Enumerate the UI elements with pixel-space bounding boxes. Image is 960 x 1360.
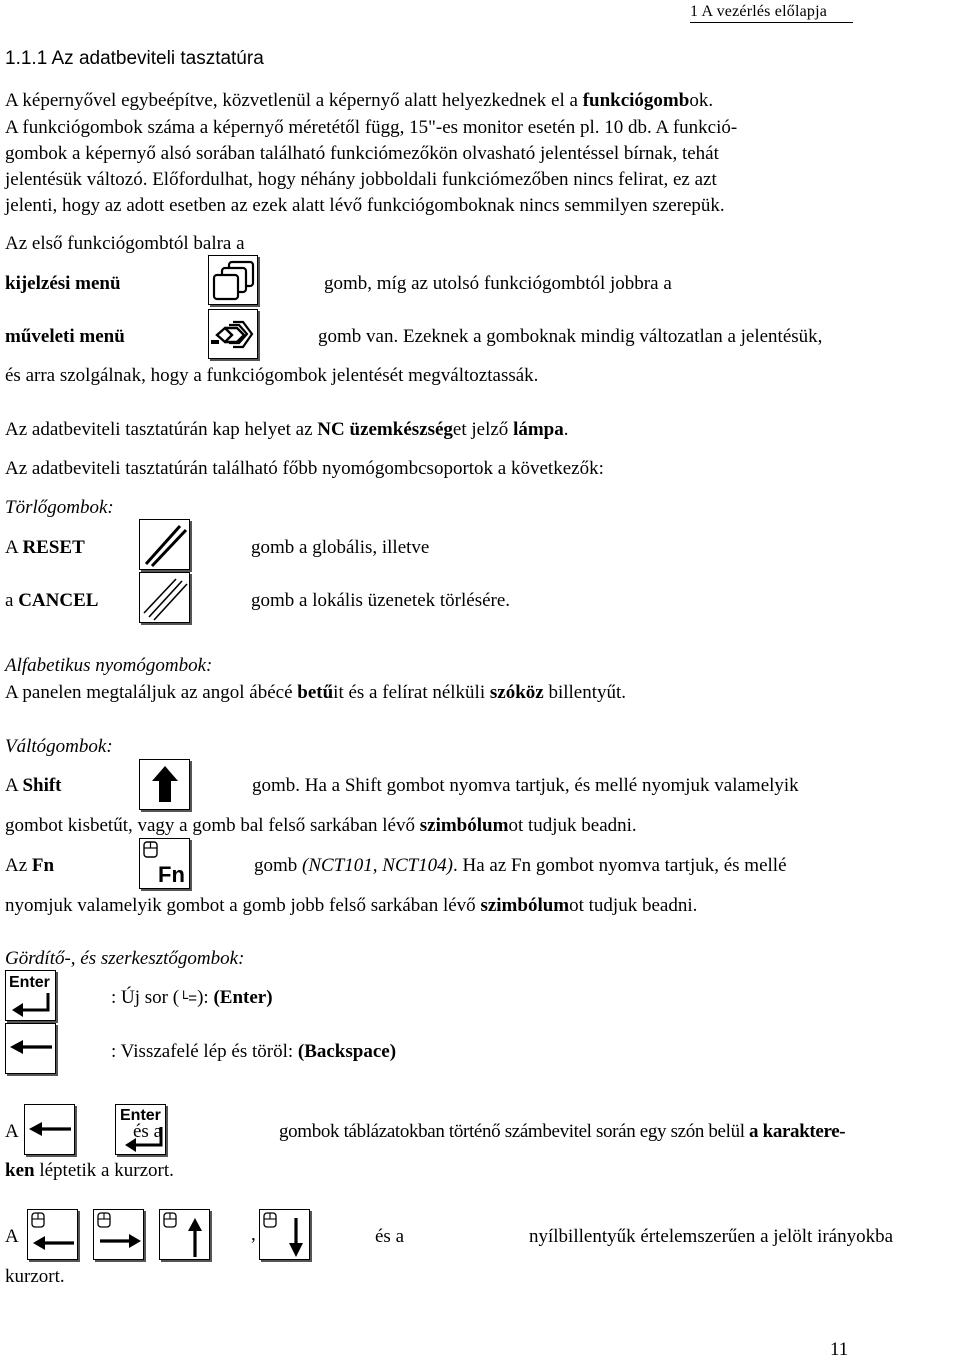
enter-key-label: Enter bbox=[9, 974, 50, 991]
backspace-text bbox=[111, 1042, 396, 1061]
display-menu-key-icon bbox=[208, 255, 258, 305]
pair-text-b: a karaktere- bbox=[749, 1121, 846, 1142]
ready-term: üzemkészség bbox=[349, 419, 453, 440]
pair-es: és a bbox=[133, 1121, 163, 1142]
shift-key-icon bbox=[139, 759, 190, 810]
para2-closing: és arra szolgálnak, hogy a funkciógombok jelentését megváltoztassák. bbox=[5, 365, 539, 386]
alpha-text3: billentyűt. bbox=[543, 682, 627, 703]
pair-line2-b: léptetik a kurzort. bbox=[34, 1160, 174, 1181]
arrow-down-key-icon bbox=[259, 1209, 310, 1260]
shift-text3: ot tudjuk beadni. bbox=[508, 815, 637, 836]
fn-models: (NCT101, NCT104) bbox=[302, 855, 454, 876]
arrows-text: nyílbillentyűk értelemszerűen a jelölt irányokba bbox=[529, 1227, 894, 1246]
fn-symbol-term: szimbólum bbox=[480, 895, 570, 916]
pair-enter-key-label: Enter bbox=[120, 1107, 161, 1124]
alpha-text2: it és a felírat nélküli bbox=[333, 682, 490, 703]
cancel-prefix: a bbox=[5, 590, 19, 611]
fn-text-c: . Ha az Fn gombot nyomva tartjuk, és mellé bbox=[453, 855, 787, 876]
fn-label bbox=[5, 856, 54, 875]
lamp-term: lámpa bbox=[513, 419, 564, 440]
ops-menu-text: gomb van. Ezeknek a gomboknak mindig változatlan a jelentésük, bbox=[318, 326, 823, 347]
fn-text-line2 bbox=[5, 896, 697, 915]
delete-keys-heading: Törlőgombok: bbox=[5, 497, 114, 518]
arrows-es: és a bbox=[375, 1226, 405, 1247]
shift-keys-heading: Váltógombok: bbox=[5, 736, 113, 757]
arrow-right-key-icon bbox=[93, 1209, 144, 1260]
enter-term: (Enter) bbox=[213, 987, 273, 1008]
arrow-left-key-icon bbox=[27, 1209, 78, 1260]
arrow-up-key-icon bbox=[159, 1209, 210, 1260]
letter-term: betű bbox=[297, 682, 334, 703]
para3 bbox=[5, 420, 569, 439]
cancel-key-icon bbox=[139, 572, 190, 623]
pair-text bbox=[279, 1122, 845, 1141]
enter-text-a: : Új sor ( bbox=[111, 987, 180, 1008]
reset-key-icon bbox=[139, 519, 190, 570]
fn-text bbox=[254, 856, 787, 875]
shift-text: gomb. Ha a Shift gombot nyomva tartjuk, és mellé nyomjuk valamelyik bbox=[252, 775, 799, 796]
reset-term: RESET bbox=[22, 537, 85, 558]
space-term: szóköz bbox=[489, 682, 544, 703]
section-title: 1.1.1 Az adatbeviteli tasztatúra bbox=[5, 48, 264, 69]
para1-suffix: ok. bbox=[689, 90, 714, 111]
para1-line3: gombok a képernyő alsó sorában található funkciómezőkön olvasható jelentéssel bírnak, tehát bbox=[5, 143, 719, 164]
enter-text-b: ): bbox=[197, 987, 214, 1008]
symbol-term: szimbólum bbox=[419, 815, 509, 836]
para4: Az adatbeviteli tasztatúrán található főbb nyomógombcsoportok a következők: bbox=[5, 458, 604, 479]
alpha-keys-text bbox=[5, 683, 626, 702]
pair-prefix: A bbox=[5, 1121, 19, 1142]
arrows-comma: , bbox=[251, 1224, 256, 1245]
shift-prefix: A bbox=[5, 775, 23, 796]
enter-text bbox=[111, 988, 273, 1007]
para3-text: Az adatbeviteli tasztatúrán kap helyet az bbox=[5, 419, 318, 440]
enter-key-icon bbox=[5, 970, 56, 1021]
running-header: 1 A vezérlés előlapja bbox=[690, 4, 853, 23]
para1-line2: A funkciógombok száma a képernyő méretétől függ, 15"-es monitor esetén pl. 10 db. A funkció- bbox=[5, 117, 738, 138]
cancel-term: CANCEL bbox=[18, 590, 99, 611]
nc-term: NC bbox=[317, 419, 345, 440]
function-key-term: funkciógomb bbox=[582, 90, 690, 111]
pair-line2-a: ken bbox=[5, 1160, 35, 1181]
para1-text: A képernyővel egybeépítve, közvetlenül a képernyő alatt helyezkednek el a bbox=[5, 90, 583, 111]
pair-text-line2 bbox=[5, 1161, 174, 1180]
cancel-label bbox=[5, 591, 98, 610]
page-number: 11 bbox=[830, 1339, 849, 1360]
para1-line5: jelenti, hogy az adott esetben az ezek alatt lévő funkciógomboknak nincs semmilyen szerepük. bbox=[5, 195, 725, 216]
fn-key-label: Fn bbox=[158, 862, 185, 887]
reset-label bbox=[5, 538, 85, 557]
reset-text: gomb a globális, illetve bbox=[251, 537, 430, 558]
fn-text2: nyomjuk valamelyik gombot a gomb jobb felső sarkában lévő bbox=[5, 895, 481, 916]
shift-term: Shift bbox=[22, 775, 62, 796]
cancel-text: gomb a lokális üzenetek törlésére. bbox=[251, 590, 511, 611]
para3-text2: et jelző bbox=[452, 419, 514, 440]
backspace-text-a: : Visszafelé lép és töröl: bbox=[111, 1041, 298, 1062]
display-menu-label: kijelzési menü bbox=[5, 273, 121, 294]
shift-text-line2 bbox=[5, 816, 637, 835]
ops-menu-key-icon bbox=[208, 309, 258, 359]
reset-prefix: A bbox=[5, 537, 23, 558]
para3-period: . bbox=[563, 419, 569, 440]
ops-menu-label: műveleti menü bbox=[5, 326, 125, 347]
edit-keys-heading: Gördítő-, és szerkesztőgombok: bbox=[5, 948, 245, 969]
backspace-term: (Backspace) bbox=[297, 1041, 397, 1062]
fn-prefix: Az bbox=[5, 855, 32, 876]
fn-text3: ot tudjuk beadni. bbox=[569, 895, 698, 916]
fn-key-icon bbox=[139, 838, 190, 889]
arrows-text-line2: kurzort. bbox=[5, 1266, 65, 1287]
alpha-text: A panelen megtaláljuk az angol ábécé bbox=[5, 682, 298, 703]
display-menu-text: gomb, míg az utolsó funkciógombtól jobbra a bbox=[324, 273, 672, 294]
enter-symbol: └= bbox=[179, 991, 198, 1008]
fn-text-a: gomb bbox=[254, 855, 303, 876]
shift-label bbox=[5, 776, 62, 795]
arrows-prefix: A bbox=[5, 1226, 19, 1247]
para1-line4: jelentésük változó. Előfordulhat, hogy néhány jobboldali funkciómezőben nincs felirat, ez azt bbox=[5, 169, 717, 190]
backspace-key-icon bbox=[5, 1023, 56, 1074]
para1-line1 bbox=[5, 91, 713, 110]
shift-text2: gombot kisbetűt, vagy a gomb bal felső sarkában lévő bbox=[5, 815, 420, 836]
alpha-keys-heading: Alfabetikus nyomógombok: bbox=[5, 655, 213, 676]
pair-backspace-key-icon bbox=[24, 1104, 75, 1155]
pair-text-a: gombok táblázatokban történő számbevitel során egy szón belül bbox=[279, 1121, 750, 1142]
para2-intro: Az első funkciógombtól balra a bbox=[5, 233, 245, 254]
fn-term: Fn bbox=[31, 855, 55, 876]
